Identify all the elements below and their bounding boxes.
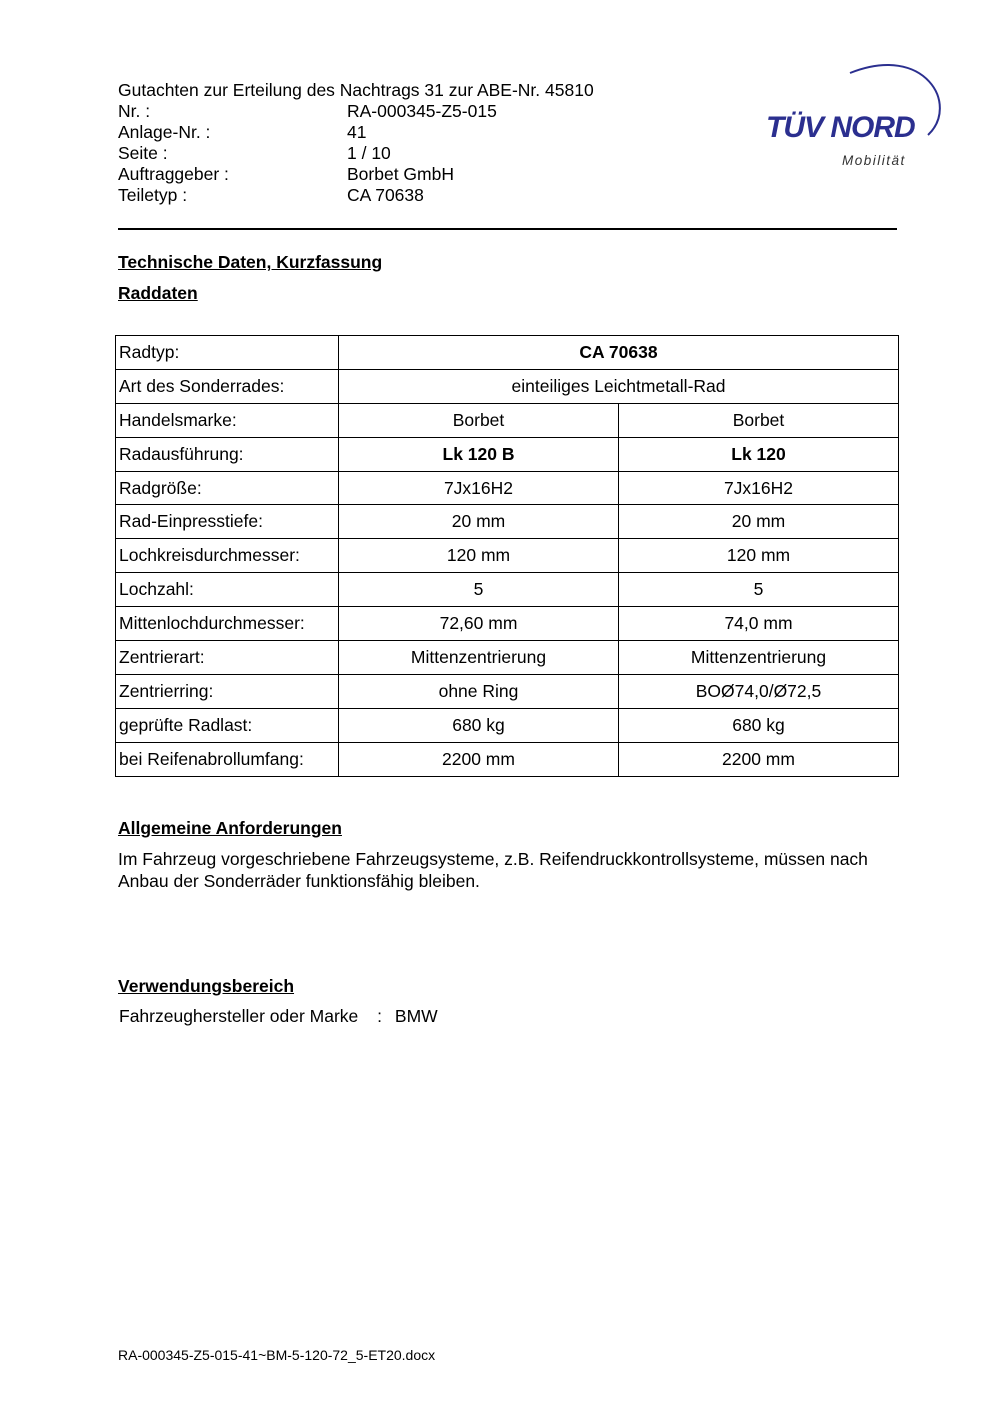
report-title: Gutachten zur Erteilung des Nachtrags 31 zur ABE-Nr. 45810 <box>118 80 594 100</box>
header-value: Borbet GmbH <box>347 164 454 184</box>
usage-separator: : <box>377 1006 383 1026</box>
table-cell-label: Mittenlochdurchmesser: <box>116 607 339 641</box>
table-cell-label: Lochkreisdurchmesser: <box>116 539 339 573</box>
header-value: 1 / 10 <box>347 143 391 163</box>
table-cell-value: 120 mm <box>339 539 619 573</box>
table-cell-label: Handelsmarke: <box>116 403 339 437</box>
table-cell-value: 7Jx16H2 <box>339 471 619 505</box>
table-cell-value: 680 kg <box>619 708 899 742</box>
table-cell-value: Borbet <box>339 403 619 437</box>
table-cell-label: geprüfte Radlast: <box>116 708 339 742</box>
table-cell-label: Zentrierring: <box>116 674 339 708</box>
footer-filename: RA-000345-Z5-015-41~BM-5-120-72_5-ET20.docx <box>118 1347 436 1363</box>
logo-brand-text: TÜV NORD <box>766 111 915 144</box>
table-row <box>116 505 899 539</box>
section-heading-allgemein: Allgemeine Anforderungen <box>118 818 342 838</box>
section-heading-verwendung: Verwendungsbereich <box>118 976 295 996</box>
table-row <box>116 708 899 742</box>
section-heading-tech: Technische Daten, Kurzfassung <box>118 252 383 272</box>
table-cell-value: 72,60 mm <box>339 607 619 641</box>
table-cell-value: 7Jx16H2 <box>619 471 899 505</box>
section-heading-raddaten: Raddaten <box>118 283 198 303</box>
table-cell-value: 5 <box>339 573 619 607</box>
table-row <box>116 607 899 641</box>
table-row <box>116 742 899 776</box>
table-cell-label: Zentrierart: <box>116 641 339 675</box>
table-cell-value: Mittenzentrierung <box>619 641 899 675</box>
table-cell-value: 74,0 mm <box>619 607 899 641</box>
table-cell-value: 680 kg <box>339 708 619 742</box>
table-cell-label: Rad-Einpresstiefe: <box>116 505 339 539</box>
table-row <box>116 573 899 607</box>
header-row-teiletyp <box>118 185 594 206</box>
usage-line <box>119 1006 438 1027</box>
header-value: CA 70638 <box>347 185 424 205</box>
table-cell-label: Art des Sonderrades: <box>116 369 339 403</box>
table-row <box>116 471 899 505</box>
table-cell-value: Borbet <box>619 403 899 437</box>
table-cell-value: 2200 mm <box>619 742 899 776</box>
table-row <box>116 369 899 403</box>
table-cell-value: 120 mm <box>619 539 899 573</box>
table-cell-label: Radgröße: <box>116 471 339 505</box>
header-row-anlage <box>118 122 594 143</box>
table-cell-label: Radtyp: <box>116 336 339 370</box>
table-row <box>116 437 899 471</box>
usage-value: BMW <box>394 1006 438 1026</box>
header-label: Anlage-Nr. : <box>118 122 211 142</box>
table-row <box>116 641 899 675</box>
header-row-auftraggeber <box>118 164 594 185</box>
table-row <box>116 674 899 708</box>
table-cell-value: CA 70638 <box>339 336 899 370</box>
table-cell-label: bei Reifenabrollumfang: <box>116 742 339 776</box>
table-cell-value: Lk 120 <box>619 437 899 471</box>
table-cell-value: 20 mm <box>619 505 899 539</box>
table-cell-value: einteiliges Leichtmetall-Rad <box>339 369 899 403</box>
table-cell-value: Lk 120 B <box>339 437 619 471</box>
table-cell-value: 5 <box>619 573 899 607</box>
header-value: RA-000345-Z5-015 <box>347 101 497 121</box>
table-cell-value: ohne Ring <box>339 674 619 708</box>
document-header <box>118 80 594 206</box>
allgemein-paragraph: Im Fahrzeug vorgeschriebene Fahrzeugsysteme, z.B. Reifendruckkontrollsysteme, müssen nach Anbau der Sonderräder funktionsfähig bleiben. <box>118 849 868 891</box>
table-cell-label: Radausführung: <box>116 437 339 471</box>
table-row <box>116 403 899 437</box>
header-row-nr <box>118 101 594 122</box>
header-label: Teiletyp : <box>118 185 188 205</box>
tuv-nord-logo <box>760 55 945 175</box>
usage-label: Fahrzeughersteller oder Marke <box>119 1006 359 1026</box>
header-row-seite <box>118 143 594 164</box>
header-value: 41 <box>347 122 367 142</box>
header-label: Nr. : <box>118 101 151 121</box>
header-divider <box>118 228 897 230</box>
wheel-data-table <box>115 335 899 777</box>
table-cell-value: Mittenzentrierung <box>339 641 619 675</box>
table-cell-value: 20 mm <box>339 505 619 539</box>
table-row <box>116 336 899 370</box>
table-cell-value: 2200 mm <box>339 742 619 776</box>
table-cell-value: BOØ74,0/Ø72,5 <box>619 674 899 708</box>
table-cell-label: Lochzahl: <box>116 573 339 607</box>
logo-sub-text: Mobilität <box>842 153 906 168</box>
header-label: Auftraggeber : <box>118 164 229 184</box>
table-row <box>116 539 899 573</box>
header-label: Seite : <box>118 143 168 163</box>
